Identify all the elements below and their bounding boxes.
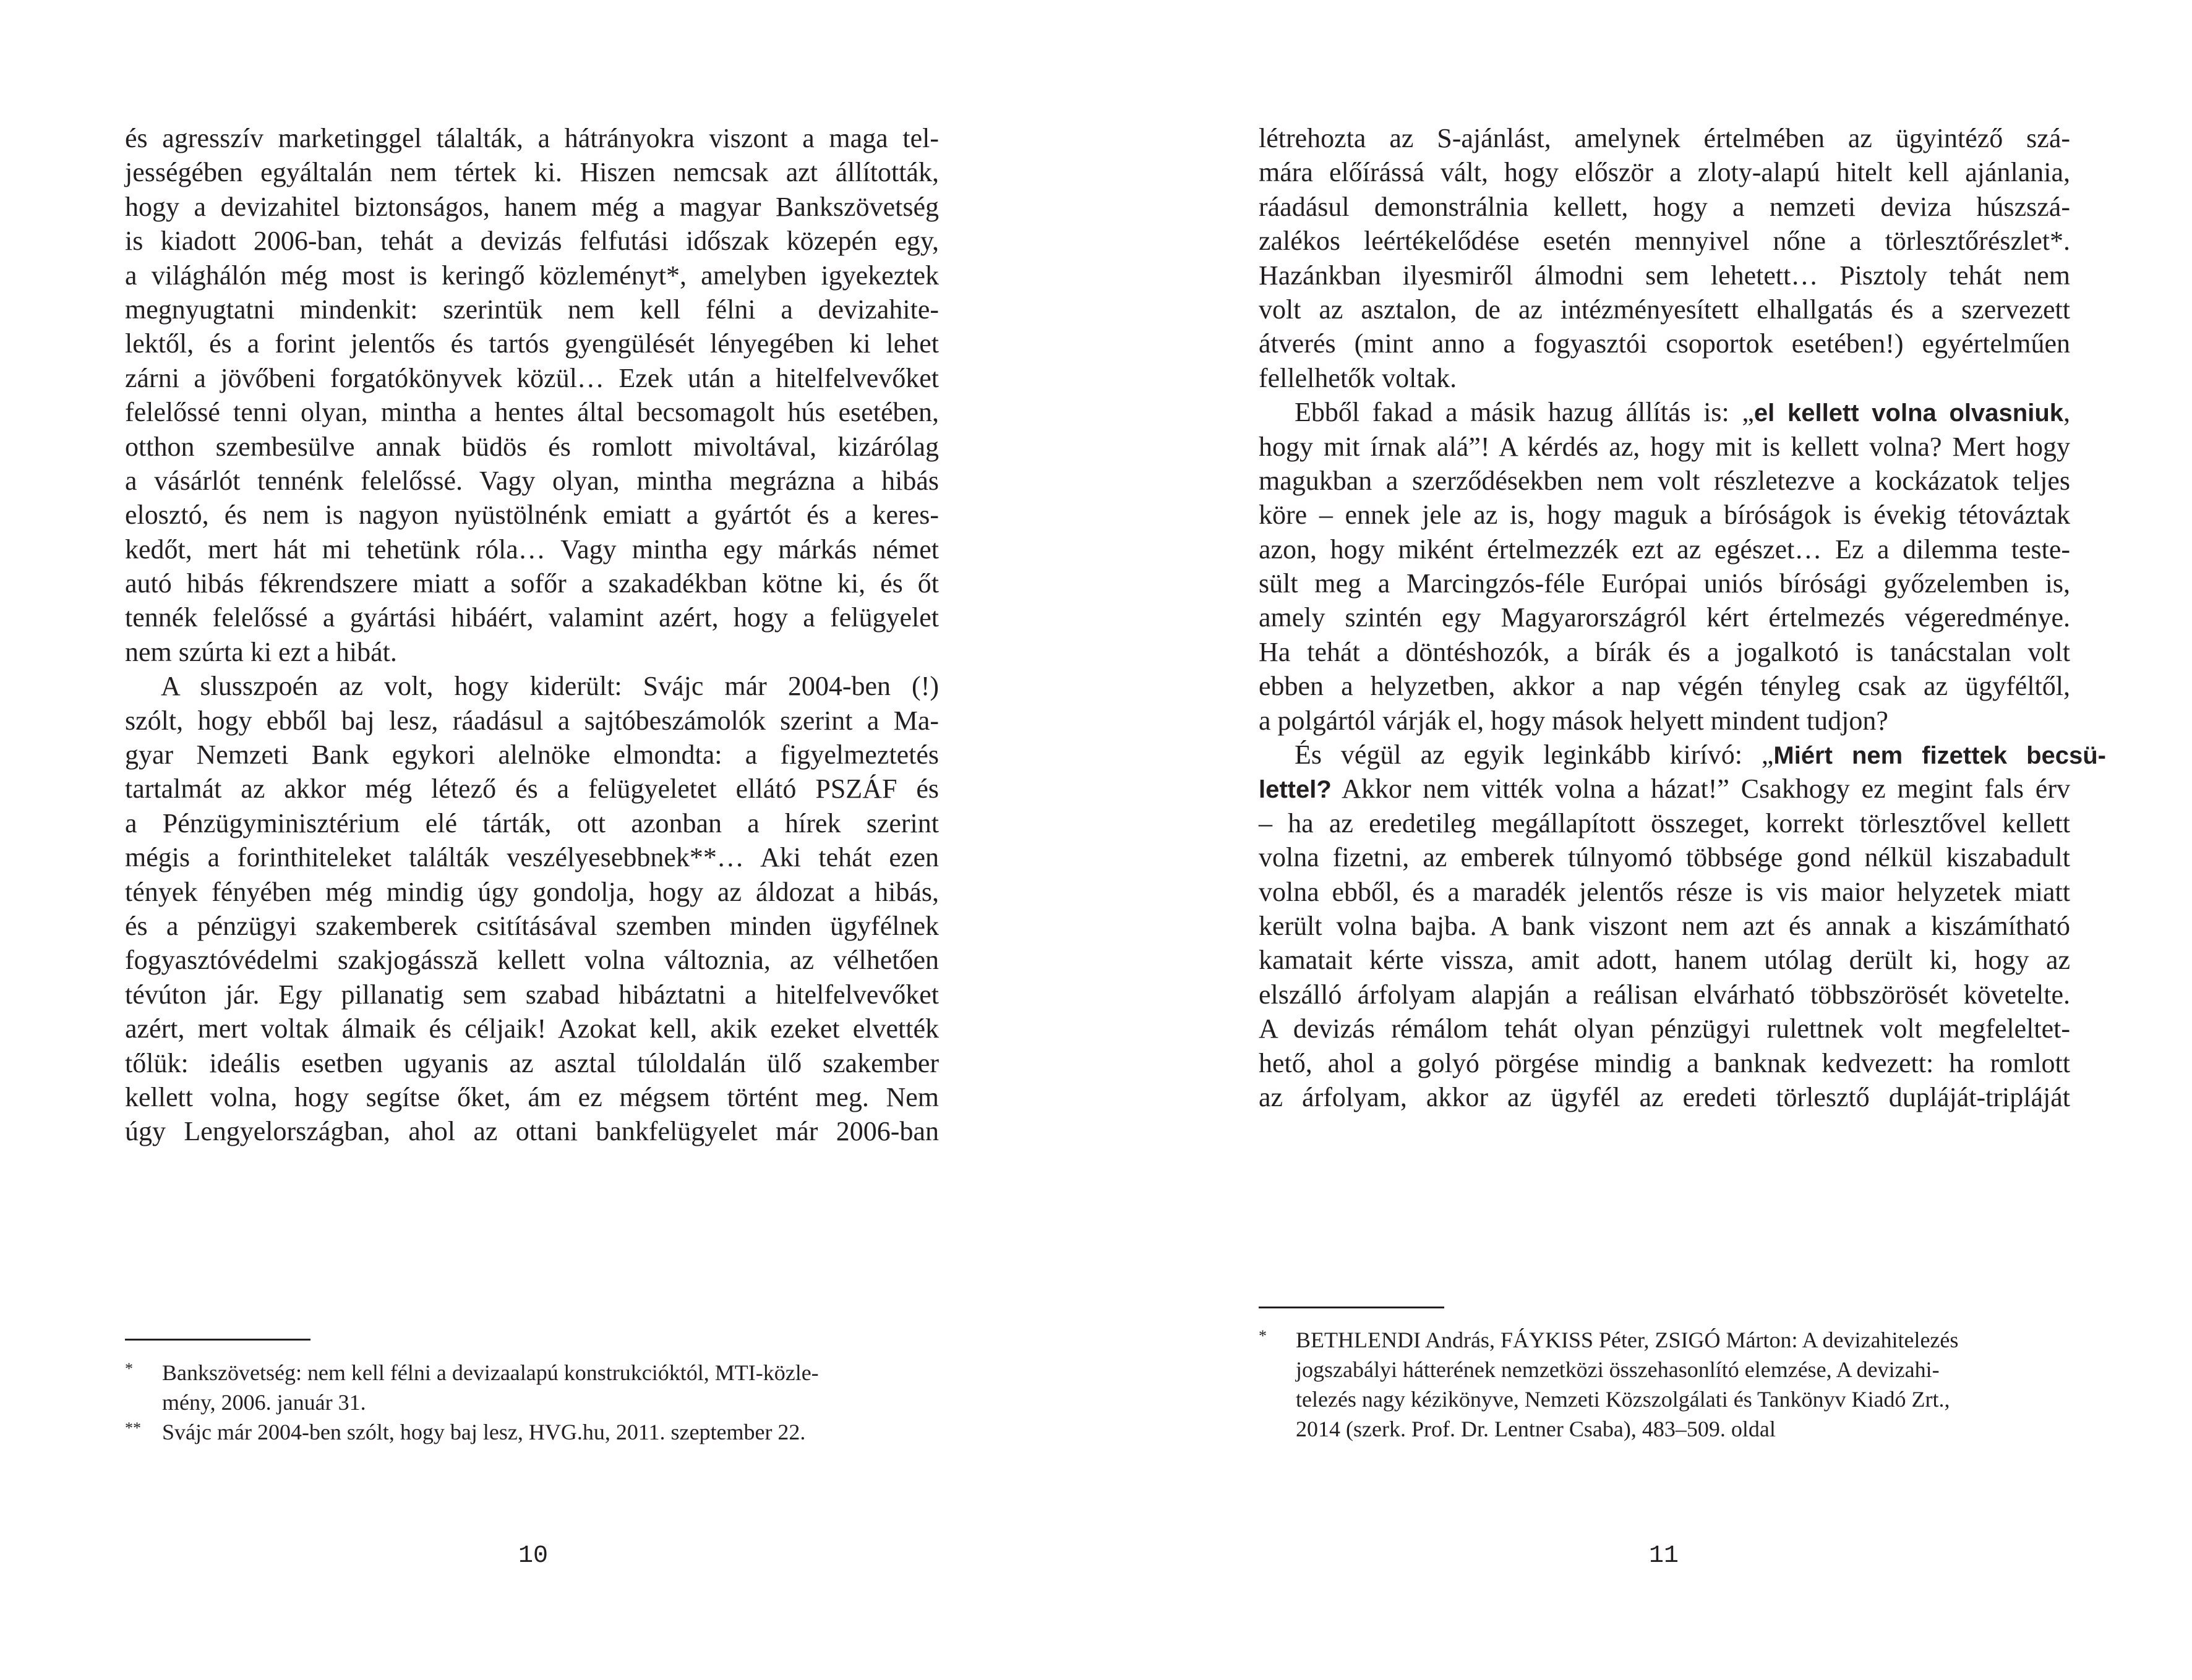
page-number: 11 [1648,1542,1679,1570]
body-text [1259,121,2106,1114]
text-line: mára előírássá vált, hogy először a zloty-alapú hitelt kell ajánlania, [1259,157,2070,188]
text-line: Ha tehát a döntéshozók, a bírák és a jogalkotó is tanácstalan volt [1259,636,2070,667]
text-line: volt az asztalon, de az intézményesített elhallgatás és a szervezett [1259,294,2070,325]
text-line: amely szintén egy Magyarországról kért értelmezés végeredménye. [1259,602,2070,633]
footnote-line: mény, 2006. január 31. [162,1390,366,1415]
text-line: A slusszpoén az volt, hogy kiderült: Svájc már 2004-ben (!) [161,671,939,702]
footnote-line: Bankszövetség: nem kell félni a devizaalapú konstrukcióktól, MTI-közle- [162,1360,819,1385]
text-line: fellelhetők voltak. [1259,362,1457,393]
text-line: került volna bajba. A bank viszont nem azt és annak a kiszámítható [1259,910,2070,941]
bold-emphasis: lettel? [1259,776,1332,804]
text-line: a polgártól várják el, hogy mások helyett mindent tudjon? [1259,705,1888,736]
footnote [125,1358,939,1417]
text-line: azért, mert voltak álmaik és céljaik! Azokat kell, akik ezeket elvették [125,1013,939,1044]
footnote-mark: * [125,1360,133,1378]
text-line: otthon szembesülve annak büdös és romlott mivoltával, kizárólag [125,431,939,462]
text-span: Ebből fakad a másik hazug állítás is: „ [1295,397,1754,428]
text-span: , [2063,397,2070,428]
text-line: úgy Lengyelországban, ahol az ottani bankfelügyelet már 2006-ban [125,1116,939,1147]
paragraph [125,121,939,669]
text-line: A devizás rémálom tehát olyan pénzügyi rulettnek volt megfeleltet- [1259,1013,2070,1044]
text-span: És végül az egyik leginkább kirívó: „ [1294,740,1774,770]
footnote-separator [1259,1307,1444,1308]
footnote-line: telezés nagy kézikönyve, Nemzeti Közszolgálati és Tankönyv Kiadó Zrt., [1296,1387,1950,1412]
footnote [125,1417,939,1447]
text-line: létrehozta az S-ajánlást, amelynek értelmében az ügyintéző szá- [1259,123,2070,153]
text-line: volna fizetni, az emberek túlnyomó többsége gond nélkül kiszabadult [1259,842,2070,873]
text-line: hogy a devizahitel biztonságos, hanem még a magyar Bankszövetség [125,191,939,222]
text-line: autó hibás fékrendszere miatt a sofőr a szakadékban kötne ki, és őt [125,568,939,599]
text-line: jességében egyáltalán nem tértek ki. Hiszen nemcsak azt állították, [125,157,939,188]
text-line: hogy mit írnak alá”! A kérdés az, hogy mit is kellett volna? Mert hogy [1259,431,2070,462]
text-line: a Pénzügyminisztérium elé tárták, ott azonban a hírek szerint [125,808,939,838]
right-page [1096,0,2192,1680]
text-line: magukban a szerződésekben nem volt részletezve a kockázatok teljes [1259,465,2070,496]
footnote-line: 2014 (szerk. Prof. Dr. Lentner Csaba), 483–509. oldal [1296,1417,1776,1441]
text-line [1259,395,2070,429]
footnote-mark: * [1259,1327,1267,1345]
text-line: kedőt, mert hát mi tehetünk róla… Vagy mintha egy márkás német [125,534,939,565]
text-line [1259,738,2106,772]
text-line: gyar Nemzeti Bank egykori alelnöke elmondta: a figyelmeztetés [125,740,939,770]
text-line: szólt, hogy ebből baj lesz, ráadásul a sajtóbeszámolók szerint a Ma- [125,705,939,736]
text-line: átverés (mint anno a fogyasztói csoportok esetében!) egyértelműen [1259,328,2070,359]
text-line: a vásárlót tennénk felelőssé. Vagy olyan, mintha megrázna a hibás [125,465,939,496]
footnote [1259,1325,2070,1444]
text-line: tartalmát az akkor még létező és a felügyeletet ellátó PSZÁF és [125,774,939,804]
footnote-line: Svájc már 2004-ben szólt, hogy baj lesz, HVG.hu, 2011. szeptember 22. [162,1420,806,1444]
paragraph [1259,738,2106,1114]
text-line: ráadásul demonstrálnia kellett, hogy a nemzeti deviza húszszá- [1259,191,2070,222]
body-text [125,121,939,1149]
footnotes [125,1358,939,1447]
text-line: tennék felelőssé a gyártási hibáért, valamint azért, hogy a felügyelet [125,602,939,633]
text-line: lektől, és a forint jelentős és tartós gyengülését lényegében ki lehet [125,328,939,359]
text-line: – ha az eredetileg megállapított összeget, korrekt törlesztővel kellett [1259,808,2070,838]
text-line: a világhálón még most is keringő közleményt*, amelyben igyekeztek [125,260,939,291]
footnote-line: BETHLENDI András, FÁYKISS Péter, ZSIGÓ Márton: A devizahitelezés [1296,1328,1959,1352]
text-line: megnyugtatni mindenkit: szerintük nem kell félni a devizahite- [125,294,939,325]
paragraph [1259,121,2070,395]
text-line: mégis a forinthiteleket találták veszélyesebbnek**… Aki tehát ezen [125,842,939,873]
text-line: nem szúrta ki ezt a hibát. [125,636,397,667]
text-line: kellett volna, hogy segítse őket, ám ez mégsem történt meg. Nem [125,1081,939,1112]
text-line: tények fényében még mindig úgy gondolja, hogy az áldozat a hibás, [125,876,939,907]
text-line: ebben a helyzetben, akkor a nap végén tényleg csak az ügyféltől, [1259,671,2070,702]
footnotes [1259,1325,2070,1444]
bold-emphasis: el kellett volna olvasniuk [1753,399,2063,427]
bold-emphasis: Miért nem fizettek becsü- [1773,742,2106,770]
paragraph [125,669,939,1148]
paragraph [1259,395,2070,738]
text-line: azon, hogy miként értelmezzék ezt az egészet… Ez a dilemma teste- [1259,534,2070,565]
text-line: köre – ennek jele az is, hogy maguk a bíróságok is évekig tétováztak [1259,500,2070,531]
text-line: az árfolyam, akkor az ügyfél az eredeti törlesztő dupláját-tripláját [1259,1081,2070,1112]
text-span: Akkor nem vitték volna a házat!” Csakhogy ez megint fals érv [1331,774,2070,804]
text-line: zalékos leértékelődése esetén mennyivel nőne a törlesztőrészlet*. [1259,226,2070,257]
text-line: felelőssé tenni olyan, mintha a hentes által becsomagolt hús esetében, [125,397,939,428]
text-line: kamatait kérte vissza, amit adott, hanem utólag derült ki, hogy az [1259,945,2070,976]
text-line: elszálló árfolyam alapján a reálisan elvárható többszörösét követelte. [1259,979,2070,1010]
text-line: fogyasztóvédelmi szakjogássză kellett volna változnia, az vélhetően [125,945,939,976]
page-number: 10 [518,1542,548,1570]
text-line: és agresszív marketinggel tálalták, a hátrányokra viszont a maga tel- [125,123,939,153]
text-line: zárni a jövőbeni forgatókönyvek közül… Ezek után a hitelfelvevőket [125,362,939,393]
footnote-line: jogszabályi hátterének nemzetközi összehasonlító elemzése, A devizahi- [1296,1357,1940,1382]
footnote-separator [125,1339,310,1341]
text-line: tévúton jár. Egy pillanatig sem szabad hibáztatni a hitelfelvevőket [125,979,939,1010]
text-line [1259,772,2070,806]
text-line: tőlük: ideális esetben ugyanis az asztal túloldalán ülő szakember [125,1047,939,1078]
text-line: elosztó, és nem is nagyon nyüstölnénk emiatt a gyártót és a keres- [125,500,939,531]
text-line: hető, ahol a golyó pörgése mindig a banknak kedvezett: ha romlott [1259,1047,2070,1078]
text-line: is kiadott 2006-ban, tehát a devizás felfutási időszak közepén egy, [125,226,939,257]
text-line: sült meg a Marcingzós-féle Európai uniós bírósági győzelemben is, [1259,568,2070,599]
text-line: és a pénzügyi szakemberek csitításával szemben minden ügyfélnek [125,910,939,941]
footnote-mark: ** [125,1419,141,1437]
text-line: volna ebből, és a maradék jelentős része is vis maior helyzetek miatt [1259,876,2070,907]
text-line: Hazánkban ilyesmiről álmodni sem lehetett… Pisztoly tehát nem [1259,260,2070,291]
